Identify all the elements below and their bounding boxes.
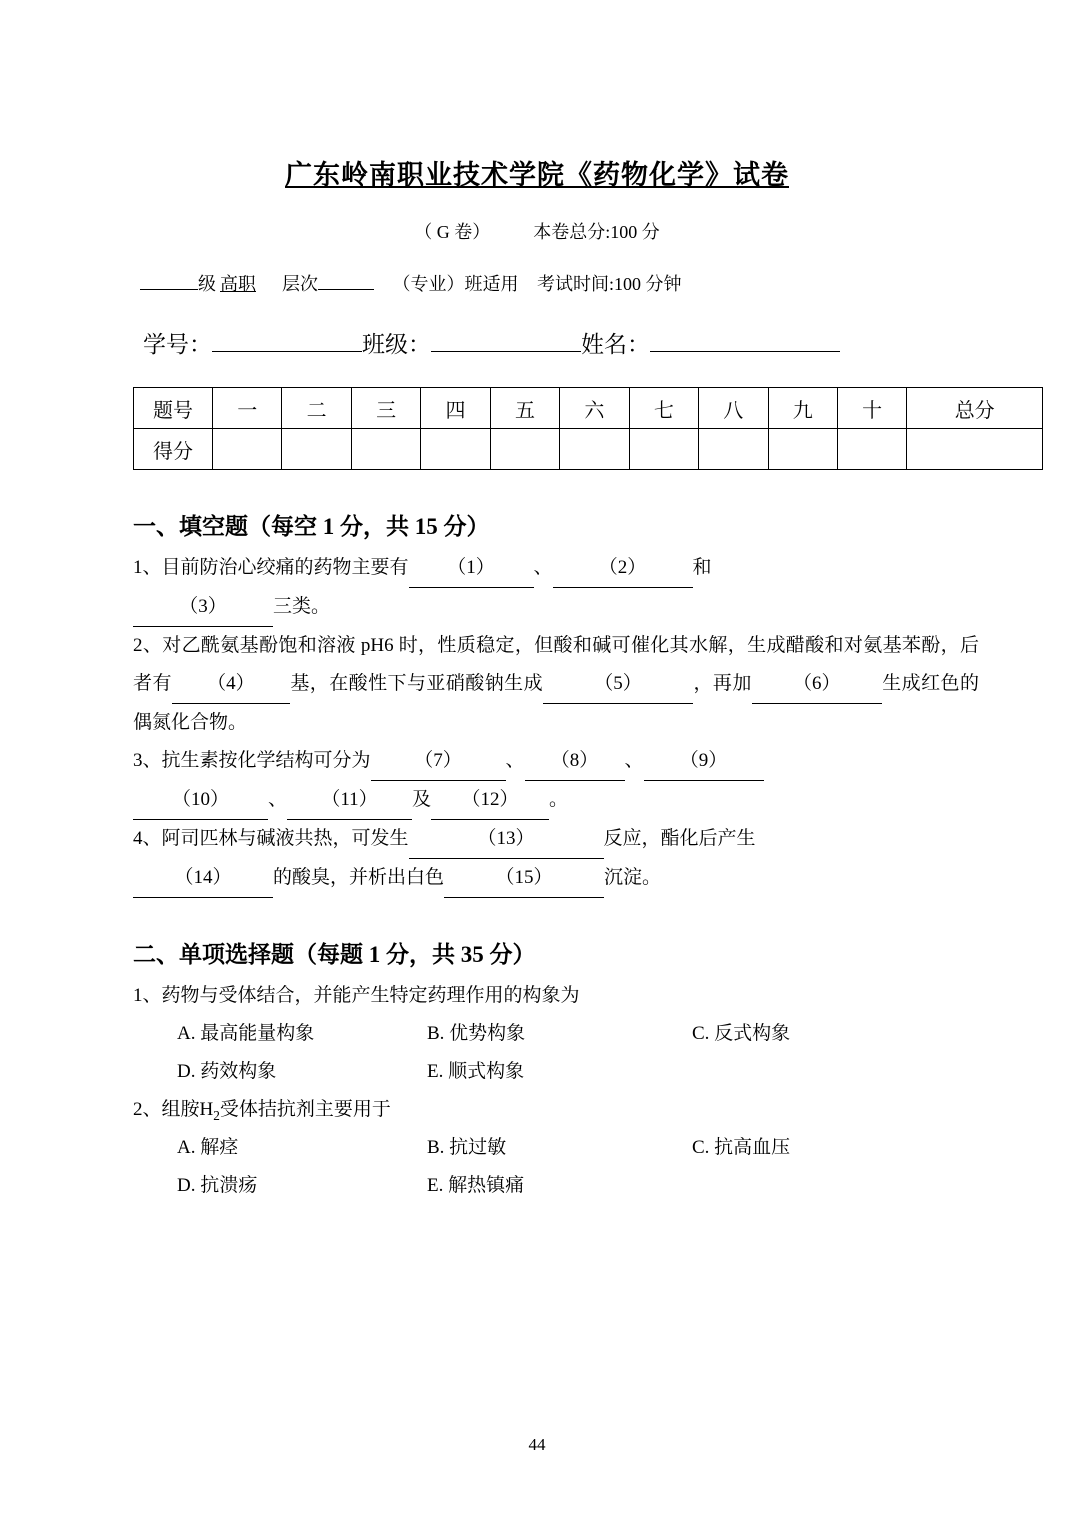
question-1-3 [85, 742, 989, 820]
blank-2[interactable]: （2） [553, 549, 693, 588]
question-2-2-options-row-1 [85, 1129, 989, 1167]
paper-subtitle [85, 218, 989, 244]
option-empty [692, 1053, 932, 1091]
blank-6[interactable]: （6） [752, 665, 882, 704]
score-cell-9[interactable] [768, 429, 837, 470]
blank-8[interactable]: （8） [525, 742, 625, 781]
q1-3-mid1: 、 [505, 750, 525, 771]
score-cell-6[interactable] [560, 429, 629, 470]
question-2-1-stem: 1、药物与受体结合，并能产生特定药理作用的构象为 [133, 985, 580, 1006]
option-empty [692, 1167, 932, 1205]
q1-2-lead: 2、对乙酰氨基酚饱和溶液 pH6 时，性质稳定，但酸和碱可催化其水解，生成醋酸和对氨基苯酚，后者有 [133, 635, 979, 694]
class-field[interactable] [431, 328, 581, 352]
score-table-col-2: 二 [282, 388, 351, 429]
blank-5[interactable]: （5） [543, 665, 693, 704]
blank-12[interactable]: （12） [431, 781, 549, 820]
section-title-single-choice: 二、单项选择题（每题 1 分，共 35 分） [133, 942, 536, 967]
option-c[interactable]: C. 抗高血压 [692, 1137, 791, 1159]
question-1-1 [85, 549, 989, 627]
q1-4-tail: 沉淀。 [604, 867, 662, 888]
score-cell-4[interactable] [421, 429, 490, 470]
question-1-2 [85, 627, 989, 742]
q1-3-lead: 3、抗生素按化学结构可分为 [133, 750, 371, 771]
blank-11[interactable]: （11） [287, 781, 412, 820]
student-id-label: 学号： [143, 332, 212, 357]
score-table-col-5: 五 [490, 388, 559, 429]
q2-2-stem-pre: 2、组胺H [133, 1099, 214, 1120]
score-table [133, 387, 1043, 470]
score-cell-8[interactable] [699, 429, 768, 470]
option-b[interactable]: B. 优势构象 [427, 1023, 526, 1044]
grade-label: 级 [198, 274, 216, 294]
option-d[interactable]: D. 药效构象 [177, 1061, 277, 1082]
option-b[interactable]: B. 抗过敏 [427, 1137, 507, 1159]
q1-2-mid2: ，再加 [693, 673, 752, 694]
table-row [134, 429, 1043, 470]
blank-13[interactable]: （13） [409, 820, 604, 859]
q1-4-lead: 4、阿司匹林与碱液共热，可发生 [133, 828, 409, 849]
table-row [134, 388, 1043, 429]
score-cell-3[interactable] [351, 429, 420, 470]
question-2-2-options-row-2 [85, 1167, 989, 1205]
level-label: 层次 [282, 274, 318, 294]
score-cell-total[interactable] [907, 429, 1043, 470]
q1-3-mid4: 及 [412, 789, 432, 810]
section-title-fill-in-blank: 一、填空题（每空 1 分，共 15 分） [133, 514, 490, 539]
score-cell-7[interactable] [629, 429, 698, 470]
question-2-1-options-row-1 [85, 1015, 989, 1053]
blank-10[interactable]: （10） [133, 781, 268, 820]
option-c[interactable]: C. 反式构象 [692, 1023, 791, 1044]
score-cell-1[interactable] [213, 429, 282, 470]
level-line [85, 270, 989, 296]
option-a[interactable]: A. 解痉 [177, 1137, 239, 1159]
q2-2-stem-sub: 2 [213, 1107, 220, 1123]
q1-4-mid2: 的酸臭，并析出白色 [273, 867, 445, 888]
score-table-col-9: 九 [768, 388, 837, 429]
blank-15[interactable]: （15） [444, 859, 604, 898]
student-info-line [85, 326, 989, 359]
option-e[interactable]: E. 解热镇痛 [427, 1175, 525, 1197]
q1-1-tail: 三类。 [273, 596, 331, 617]
score-table-col-1: 一 [213, 388, 282, 429]
score-cell-5[interactable] [490, 429, 559, 470]
question-2-1-options-row-2 [85, 1053, 989, 1091]
q1-2-mid1: 基，在酸性下与亚硝酸钠生成 [289, 673, 544, 694]
q1-1-mid2: 和 [692, 557, 712, 578]
paper-version: （ G 卷） [414, 222, 491, 242]
blank-9[interactable]: （9） [644, 742, 764, 781]
q1-1-mid1: 、 [533, 557, 553, 578]
option-a[interactable]: A. 最高能量构象 [177, 1023, 315, 1044]
score-table-col-4: 四 [421, 388, 490, 429]
q1-3-mid3: 、 [268, 789, 288, 810]
q2-2-stem-post: 受体拮抗剂主要用于 [219, 1099, 391, 1120]
blank-7[interactable]: （7） [371, 742, 506, 781]
q1-3-mid2: 、 [624, 750, 644, 771]
class-label: 班级： [362, 332, 431, 357]
blank-3[interactable]: （3） [133, 588, 273, 627]
exam-time-label: 考试时间:100 分钟 [537, 274, 682, 294]
question-2-2-stem [85, 1091, 989, 1129]
score-table-row-label: 题号 [134, 388, 213, 429]
score-cell-10[interactable] [837, 429, 906, 470]
page-number: 44 [528, 1435, 546, 1454]
name-field[interactable] [650, 328, 840, 352]
q1-2-tail: 生成红色的偶氮化合物。 [133, 673, 979, 733]
score-table-row-label-2: 得分 [134, 429, 213, 470]
major-label: （专业）班适用 [392, 274, 519, 294]
score-cell-2[interactable] [282, 429, 351, 470]
paper-total-score: 本卷总分:100 分 [533, 222, 660, 242]
blank-14[interactable]: （14） [133, 859, 273, 898]
level-value: 高职 [220, 274, 256, 294]
name-label: 姓名： [581, 332, 650, 357]
student-id-field[interactable] [212, 328, 362, 352]
score-table-col-8: 八 [699, 388, 768, 429]
option-e[interactable]: E. 顺式构象 [427, 1061, 525, 1082]
q1-4-mid1: 反应，酯化后产生 [603, 828, 756, 849]
question-1-4 [85, 820, 989, 898]
score-table-col-10: 十 [837, 388, 906, 429]
option-d[interactable]: D. 抗溃疡 [177, 1175, 258, 1197]
score-table-col-3: 三 [351, 388, 420, 429]
score-table-col-total: 总分 [907, 388, 1043, 429]
score-table-col-6: 六 [560, 388, 629, 429]
q1-3-tail: 。 [549, 789, 569, 810]
blank-4[interactable]: （4） [172, 665, 290, 704]
blank-1[interactable]: （1） [409, 549, 534, 588]
q1-1-lead: 1、目前防治心绞痛的药物主要有 [133, 557, 409, 578]
page-title: 广东岭南职业技术学院《药物化学》试卷 [285, 160, 789, 190]
score-table-col-7: 七 [629, 388, 698, 429]
